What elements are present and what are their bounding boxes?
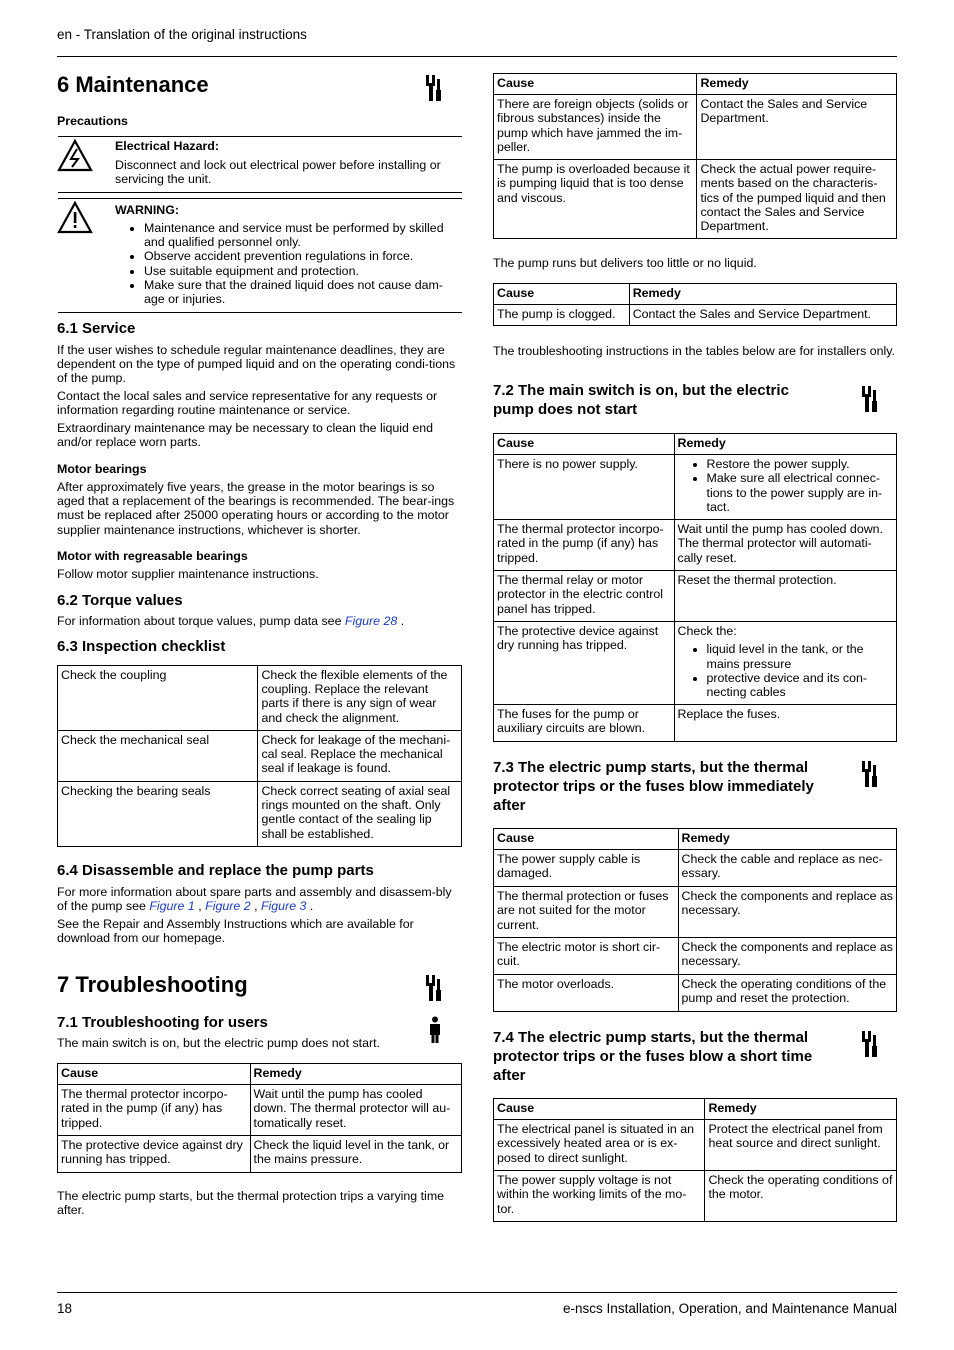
no-start-table	[493, 433, 897, 742]
period: .	[309, 899, 314, 914]
cause-cell: The thermal relay or motor protector in the electric control panel has tripped.	[494, 571, 675, 622]
warning-list	[118, 221, 460, 306]
service-paragraph-2: Contact the local sales and service representative for any requests or information regarding routine maintenance or service.	[57, 389, 438, 418]
installers-note: The troubleshooting instructions in the tables below are for installers only.	[493, 344, 895, 358]
warning-icon	[57, 201, 93, 234]
section-7-3-title: 7.3 The electric pump starts, but the thermal protector trips or the fuses blow immediately after	[493, 759, 814, 814]
remedy-cell: Contact the Sales and Service Department.	[697, 95, 897, 160]
remedy-item: • liquid level in the tank, or the mains pressure	[707, 642, 893, 670]
section-7-2-title: 7.2 The main switch is on, but the electric pump does not start	[493, 382, 789, 418]
service-paragraph-3: Extraordinary maintenance may be necessary to clean the liquid end and/or replace worn parts.	[57, 421, 434, 450]
footer-rule	[57, 1292, 897, 1293]
wrench-screwdriver-icon	[425, 975, 443, 1003]
figure-3-link[interactable]: Figure 3	[260, 899, 307, 914]
cause-cell: The motor overloads.	[494, 975, 679, 1012]
remedy-header: Remedy	[250, 1064, 461, 1085]
table-row	[58, 1136, 462, 1173]
cause-cell: The electrical panel is situated in an excessively heated area or is ex-posed to direct sunlight.	[494, 1120, 705, 1171]
remedy-cell: Wait until the pump has cooled down. The thermal protector will automati-cally reset.	[674, 520, 896, 571]
remedy-header: Remedy	[697, 74, 897, 95]
remedy-cell	[674, 455, 896, 520]
inspection-checklist-table	[57, 665, 462, 847]
table-row	[494, 938, 897, 975]
cause-cell: The power supply voltage is not within the working limits of the mo-tor.	[494, 1171, 705, 1222]
remedy-cell: Reset the thermal protection.	[674, 571, 896, 622]
remedy-header: Remedy	[674, 434, 896, 455]
cause-cell: The protective device against dry running has tripped.	[494, 622, 675, 705]
warning-title: WARNING:	[115, 203, 180, 217]
table-header-row	[494, 284, 897, 305]
checklist-action: Check the flexible elements of the coupling. Replace the relevant parts if there is any sign of wear and check the alignment.	[258, 666, 462, 731]
table-row	[494, 1120, 897, 1171]
figure-2-link[interactable]: Figure 2	[205, 899, 251, 914]
motor-bearings-heading: Motor bearings	[57, 462, 147, 476]
cause-cell: The pump is overloaded because it is pumping liquid that is too dense and viscous.	[494, 160, 697, 239]
cause-header: Cause	[494, 74, 697, 95]
torque-text	[57, 614, 462, 628]
table-row	[494, 571, 897, 622]
figure-1-link[interactable]: Figure 1	[149, 899, 195, 914]
remedy-cell: Replace the fuses.	[674, 705, 896, 742]
table-header-row	[494, 1099, 897, 1120]
immediate-trip-table	[493, 828, 897, 1012]
document-header: en - Translation of the original instructions	[57, 27, 307, 42]
table-row	[494, 520, 897, 571]
wrench-screwdriver-icon	[861, 386, 879, 414]
torque-text-body: For information about torque values, pump data see	[57, 614, 342, 628]
section-6-1-title: 6.1 Service	[57, 320, 136, 337]
section-6-2-title: 6.2 Torque values	[57, 592, 183, 609]
thermal-trip-table	[493, 73, 897, 239]
users-intro: The main switch is on, but the electric pump does not start.	[57, 1036, 380, 1050]
too-little-liquid-intro: The pump runs but delivers too little or no liquid.	[493, 256, 757, 270]
precautions-heading: Precautions	[57, 114, 128, 128]
section-7-title: 7 Troubleshooting	[57, 972, 248, 997]
service-paragraph-1: If the user wishes to schedule regular maintenance deadlines, they are dependent on the type of pumped liquid and on the operating condi-tions of the pump.	[57, 343, 456, 386]
remedy-cell: Check the operating conditions of the motor.	[705, 1171, 897, 1222]
regreasable-bearings-heading: Motor with regreasable bearings	[57, 549, 248, 563]
table-row	[58, 731, 462, 782]
table-row	[494, 1171, 897, 1222]
cause-cell: The power supply cable is damaged.	[494, 850, 679, 887]
cause-cell: The electric motor is short cir-cuit.	[494, 938, 679, 975]
period: .	[400, 614, 405, 628]
page-number: 18	[57, 1301, 73, 1316]
remedy-cell	[674, 622, 896, 705]
checklist-action: Check correct seating of axial seal rings mounted on the shaft. Only gentle contact of the sealing lip shall be established.	[258, 782, 462, 847]
remedy-cell: Check the components and replace as necessary.	[678, 938, 896, 975]
thermal-trip-intro: The electric pump starts, but the thermal protection trips a varying time after.	[57, 1189, 445, 1218]
comma: ,	[198, 899, 202, 914]
table-row	[494, 160, 897, 239]
cause-header: Cause	[58, 1064, 251, 1085]
remedy-header: Remedy	[705, 1099, 897, 1120]
remedy-cell: Check the cable and replace as nec-essary.	[678, 850, 896, 887]
table-header-row	[58, 1064, 462, 1085]
regreasable-bearings-text: Follow motor supplier maintenance instructions.	[57, 567, 319, 581]
table-row	[494, 622, 897, 705]
remedy-cell: Protect the electrical panel from heat source and direct sunlight.	[705, 1120, 897, 1171]
warning-item: • Maintenance and service must be performed by skilled and qualified personnel only.	[144, 221, 460, 249]
too-little-liquid-table	[493, 283, 897, 326]
motor-bearings-text: After approximately five years, the grease in the motor bearings is so aged that a replacement of the bearings is recommended. The bear-ings must be replaced after 25000 operating hours or according to the motor supplier maintenance instructions, whichever is shorter.	[57, 480, 455, 537]
remedy-cell: Check the liquid level in the tank, or the mains pressure.	[250, 1136, 461, 1173]
table-row	[494, 305, 897, 326]
cause-header: Cause	[494, 434, 675, 455]
table-row	[494, 705, 897, 742]
section-6-3-title: 6.3 Inspection checklist	[57, 638, 226, 655]
header-rule	[57, 56, 897, 57]
remedy-lead: Check the:	[677, 624, 737, 639]
wrench-screwdriver-icon	[861, 761, 879, 789]
cause-cell: There are foreign objects (solids or fibrous substances) inside the pump which have jammed the im-peller.	[494, 95, 697, 160]
users-troubleshooting-table	[57, 1063, 462, 1173]
table-row	[58, 1085, 462, 1136]
cause-cell: The thermal protector incorpo-rated in the pump (if any) has tripped.	[494, 520, 675, 571]
table-header-row	[494, 829, 897, 850]
remedy-header: Remedy	[678, 829, 896, 850]
cause-header: Cause	[494, 829, 679, 850]
warning-item: • Make sure that the drained liquid does not cause dam-age or injuries.	[144, 278, 460, 306]
electrical-hazard-text: Disconnect and lock out electrical power before installing or servicing the unit.	[115, 158, 441, 187]
cause-cell: The fuses for the pump or auxiliary circuits are blown.	[494, 705, 675, 742]
cause-header: Cause	[494, 1099, 705, 1120]
remedy-cell: Wait until the pump has cooled down. The thermal protector will au-tomatically reset.	[250, 1085, 461, 1136]
electrical-hazard-title: Electrical Hazard:	[115, 139, 219, 153]
remedy-cell: Check the actual power require-ments based on the characteris-tics of the pumped liquid and then contact the Sales and Service Department.	[697, 160, 897, 239]
remedy-header: Remedy	[629, 284, 896, 305]
table-row	[58, 666, 462, 731]
remedy-item: • protective device and its con-necting cables	[707, 671, 893, 699]
remedy-item: • Make sure all electrical connec-tions to the power supply are in-tact.	[707, 471, 893, 514]
cause-cell: The protective device against dry running has tripped.	[58, 1136, 251, 1173]
cause-header: Cause	[494, 284, 630, 305]
cause-cell: The thermal protection or fuses are not suited for the motor current.	[494, 887, 679, 938]
disassemble-text: For more information about spare parts and assembly and disassem-bly of the pump see	[57, 885, 452, 914]
warning-item: • Observe accident prevention regulations in force.	[144, 249, 460, 263]
table-row	[494, 455, 897, 520]
cause-cell: The thermal protector incorpo-rated in the pump (if any) has tripped.	[58, 1085, 251, 1136]
remedy-cell: Check the operating conditions of the pump and reset the protection.	[678, 975, 896, 1012]
warning-item: • Use suitable equipment and protection.	[144, 264, 460, 278]
user-icon	[428, 1016, 442, 1044]
disassemble-paragraph-2: See the Repair and Assembly Instructions which are available for download from our homepage.	[57, 917, 414, 946]
section-7-1-title: 7.1 Troubleshooting for users	[57, 1014, 268, 1031]
table-row	[494, 887, 897, 938]
short-time-trip-table	[493, 1098, 897, 1222]
disassemble-paragraph-1	[57, 885, 462, 913]
wrench-screwdriver-icon	[861, 1031, 879, 1059]
cause-cell: The pump is clogged.	[494, 305, 630, 326]
checklist-item: Checking the bearing seals	[58, 782, 258, 847]
section-6-title: 6 Maintenance	[57, 72, 209, 97]
section-6-4-title: 6.4 Disassemble and replace the pump parts	[57, 862, 374, 879]
checklist-item: Check the mechanical seal	[58, 731, 258, 782]
table-header-row	[494, 74, 897, 95]
checklist-item: Check the coupling	[58, 666, 258, 731]
table-header-row	[494, 434, 897, 455]
figure-28-link[interactable]: Figure 28	[344, 614, 398, 628]
section-7-4-title: 7.4 The electric pump starts, but the thermal protector trips or the fuses blow a short time after	[493, 1029, 813, 1084]
wrench-screwdriver-icon	[425, 75, 443, 103]
table-row	[494, 850, 897, 887]
checklist-action: Check for leakage of the mechani-cal seal. Replace the mechanical seal if leakage is found.	[258, 731, 462, 782]
electrical-hazard-icon	[57, 139, 93, 172]
remedy-cell: Check the components and replace as necessary.	[678, 887, 896, 938]
table-row	[58, 782, 462, 847]
manual-title: e-nscs Installation, Operation, and Maintenance Manual	[563, 1301, 897, 1316]
table-row	[494, 95, 897, 160]
table-row	[494, 975, 897, 1012]
comma: ,	[254, 899, 258, 914]
remedy-cell: Contact the Sales and Service Department.	[629, 305, 896, 326]
remedy-item: • Restore the power supply.	[707, 457, 893, 471]
cause-cell: There is no power supply.	[494, 455, 675, 520]
